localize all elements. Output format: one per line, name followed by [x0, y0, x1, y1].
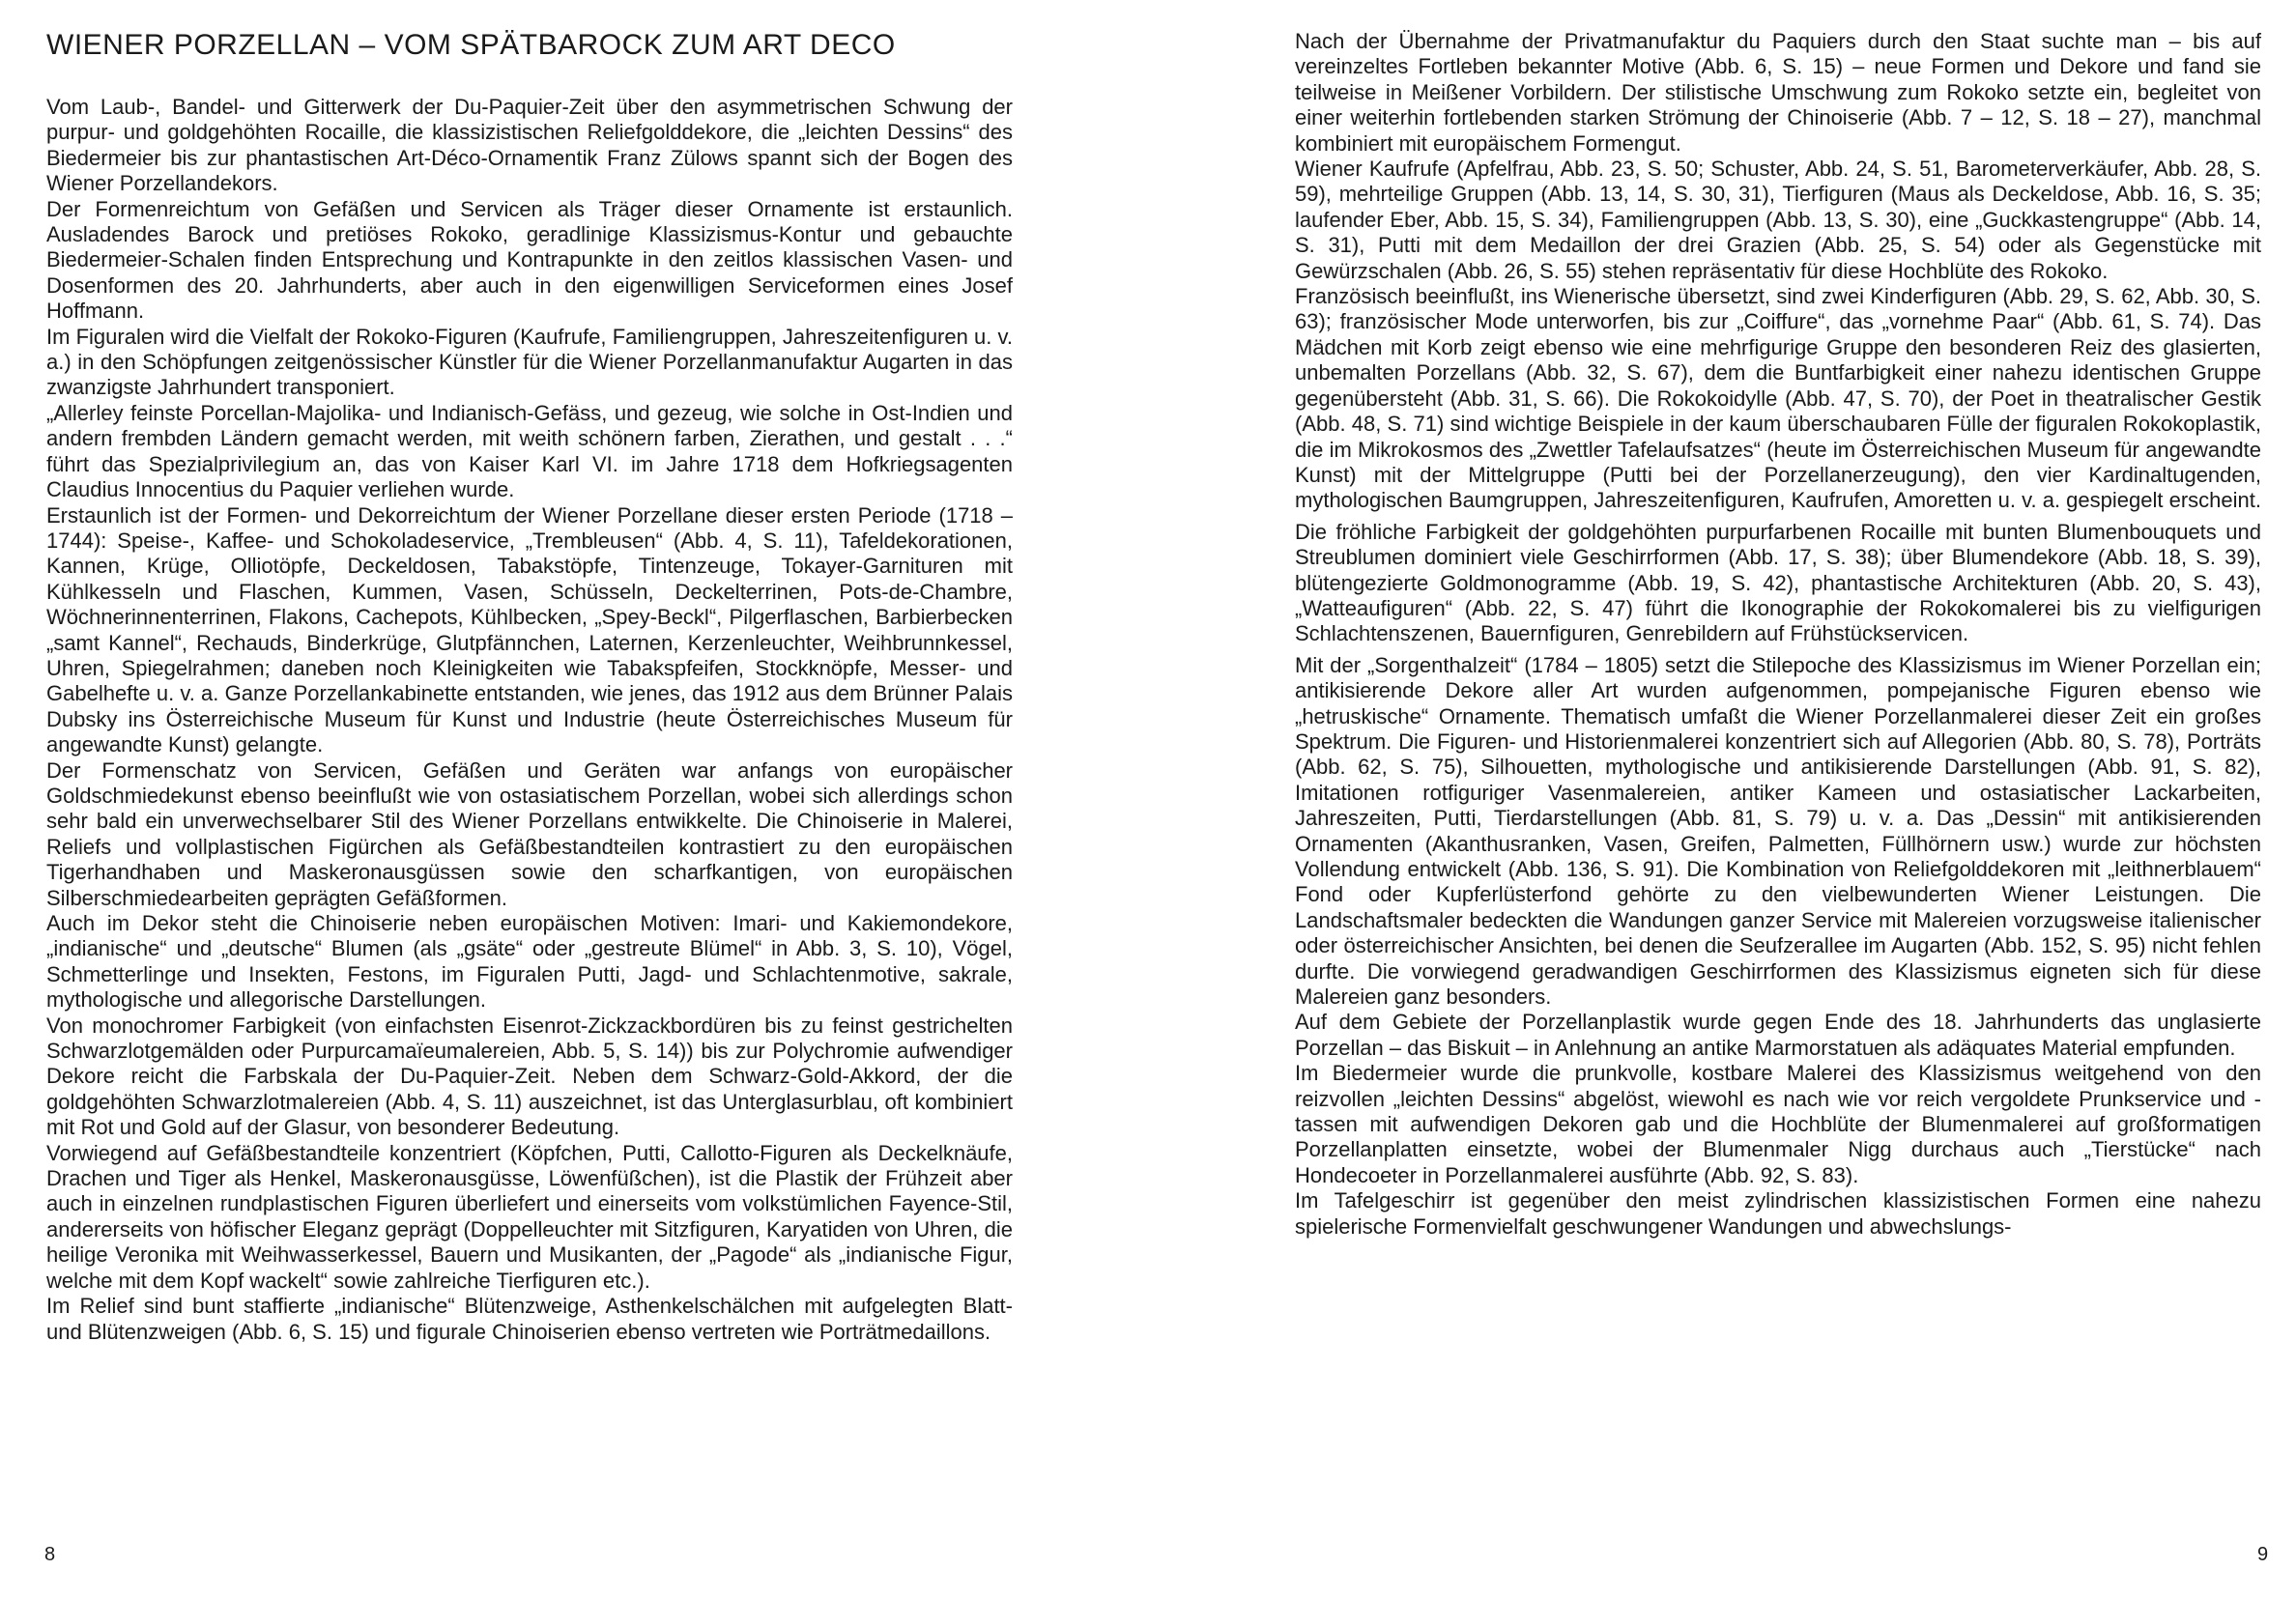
- paragraph: Auch im Dekor steht die Chinoiserie neben europäischen Motiven: Imari- und Kakiemondekore, „indianische“ und „deutsche“ Blumen (als „gsäte“ oder „gestreute Blümel“ in Abb. 3, S. 10), Vögel, Schmetterlinge und Insekten, Festons, im Figuralen Putti, Jagd- und Schlachtenmotive, sakrale, mythologische und allegorische Darstellungen.: [46, 911, 1013, 1013]
- paragraph: Von monochromer Farbigkeit (von einfachsten Eisenrot-Zickzackbordüren bis zu feinst gestrichelten Schwarzlotgemälden oder Purpurcamaïeumalereien, Abb. 5, S. 14)) bis zur Polychromie aufwendiger Dekore reicht die Farbskala der Du-Paquier-Zeit. Neben dem Schwarz-Gold-Akkord, der die goldgehöhten Schwarzlotmalereien (Abb. 4, S. 11) auszeichnet, ist das Unterglasurblau, oft kombiniert mit Rot und Gold auf der Glasur, von besonderer Bedeutung.: [46, 1013, 1013, 1140]
- paragraph: Auf dem Gebiete der Porzellanplastik wurde gegen Ende des 18. Jahrhunderts das unglasierte Porzellan – das Biskuit – in Anlehnung an antike Marmorstatuen als adäquates Material empfunden.: [1295, 1010, 2261, 1060]
- paragraph: Im Relief sind bunt staffierte „indianische“ Blütenzweige, Asthenkelschälchen mit aufgelegten Blatt- und Blütenzweigen (Abb. 6, S. 15) und figurale Chinoiserien ebenso vertreten wie Porträtmedaillons.: [46, 1294, 1013, 1344]
- page-number-left: 8: [44, 1544, 56, 1565]
- left-text-column: [46, 95, 1013, 1345]
- paragraph: Der Formenschatz von Servicen, Gefäßen und Geräten war anfangs von europäischer Goldschmiedekunst ebenso beeinflußt wie von ostasiatischem Porzellan, wobei sich allerdings schon sehr bald ein unverwechselbarer Stil des Wiener Porzellans entwikkelte. Die Chinoiserie in Malerei, Reliefs und vollplastischen Figürchen als Gefäßbestandteilen kontrastiert zu den europäischen Tigerhandhaben und Maskeronausgüssen sowie den scharfkantigen, von europäischen Silberschmiedearbeiten geprägten Gefäßformen.: [46, 757, 1013, 910]
- page-number-right: 9: [2257, 1544, 2269, 1565]
- paragraph: Die fröhliche Farbigkeit der goldgehöhten purpurfarbenen Rocaille mit bunten Blumenbouquets und Streublumen dominiert viele Geschirrformen (Abb. 17, S. 38); über Blumendekore (Abb. 18, S. 39), blütengezierte Goldmonogramme (Abb. 19, S. 42), phantastische Architekturen (Abb. 20, S. 43), „Watteaufiguren“ (Abb. 22, S. 47) führt die Ikonographie der Rokokomalerei bis zu vielfigurigen Schlachtenszenen, Bauernfiguren, Genrebildern auf Frühstückservicen.: [1295, 519, 2261, 646]
- paragraph: Vom Laub-, Bandel- und Gitterwerk der Du-Paquier-Zeit über den asymmetrischen Schwung der purpur- und goldgehöhten Rocaille, die klassizistischen Reliefgolddekore, die „leichten Dessins“ des Biedermeier bis zur phantastischen Art-Déco-Ornamentik Franz Zülows spannt sich der Bogen des Wiener Porzellandekors.: [46, 95, 1013, 196]
- paragraph: Der Formenreichtum von Gefäßen und Servicen als Träger dieser Ornamente ist erstaunlich. Ausladendes Barock und pretiöses Rokoko, geradlinige Klassizismus-Kontur und gebauchte Biedermeier-Schalen finden Entsprechung und Kontrapunkte in den zeitlos klassischen Vasen- und Dosenformen des 20. Jahrhunderts, aber auch in den eigenwilligen Serviceformen eines Josef Hoffmann.: [46, 196, 1013, 324]
- paragraph: Französisch beeinflußt, ins Wienerische übersetzt, sind zwei Kinderfiguren (Abb. 29, S. 62, Abb. 30, S. 63); französischer Mode unterworfen, bis zur „Coiffure“, das „vornehme Paar“ (Abb. 61, S. 74). Das Mädchen mit Korb zeigt ebenso wie eine mehrfigurige Gruppe den besonderen Reiz des glasierten, unbemalten Porzellans (Abb. 32, S. 67), dem die Buntfarbigkeit einer nahezu identischen Gruppe gegenübersteht (Abb. 31, S. 66). Die Rokokoidylle (Abb. 47, S. 70), der Poet in theatralischer Gestik (Abb. 48, S. 71) sind wichtige Beispiele in der kaum überschaubaren Fülle der figuralen Rokokoplastik, die im Mikrokosmos des „Zwettler Tafelaufsatzes“ (heute im Österreichischen Museum für angewandte Kunst) mit der Mittelgruppe (Putti bei der Porzellanerzeugung), den vier Kardinaltugenden, mythologischen Baumgruppen, Jahreszeitenfiguren, Kaufrufen, Amoretten u. v. a. gespiegelt erscheint.: [1295, 284, 2261, 513]
- paragraph: Erstaunlich ist der Formen- und Dekorreichtum der Wiener Porzellane dieser ersten Periode (1718 – 1744): Speise-, Kaffee- und Schokoladeservice, „Trembleusen“ (Abb. 4, S. 11), Tafeldekorationen, Kannen, Krüge, Olliotöpfe, Deckeldosen, Tabakstöpfe, Tintenzeuge, Tokayer-Garnituren mit Kühlkesseln und Flaschen, Kummen, Vasen, Schüsseln, Deckelterrinen, Pots-de-Chambre, Wöchnerinnenterrinen, Flakons, Cachepots, Kühlbecken, „Spey-Beckl“, Pilgerflaschen, Barbierbecken „samt Kannel“, Rechauds, Binderkrüge, Glutpfännchen, Laternen, Kerzenleuchter, Weihbrunnkessel, Uhren, Spiegelrahmen; daneben noch Kleinigkeiten wie Tabakspfeifen, Stockknöpfe, Messer- und Gabelhefte u. v. a. Ganze Porzellankabinette entstanden, wie jenes, das 1912 aus dem Brünner Palais Dubsky ins Österreichische Museum für Kunst und Industrie (heute Österreichisches Museum für angewandte Kunst) gelangte.: [46, 502, 1013, 757]
- paragraph: Vorwiegend auf Gefäßbestandteile konzentriert (Köpfchen, Putti, Callotto-Figuren als Deckelknäufe, Drachen und Tiger als Henkel, Maskeronausgüsse, Löwenfüßchen), ist die Plastik der Frühzeit aber auch in einzelnen rundplastischen Figuren überliefert und einerseits vom volkstümlichen Fayence-Stil, andererseits von höfischer Eleganz geprägt (Doppelleuchter mit Sitzfiguren, Karyatiden von Uhren, die heilige Veronika mit Weihwasserkessel, Bauern und Musikanten, der „Pagode“ als „indianische Figur, welche mit dem Kopf wackelt“ sowie zahlreiche Tierfiguren etc.).: [46, 1140, 1013, 1293]
- article-title: WIENER PORZELLAN – VOM SPÄTBAROCK ZUM ART DECO: [46, 29, 896, 61]
- paragraph: Nach der Übernahme der Privatmanufaktur du Paquiers durch den Staat suchte man – bis auf vereinzeltes Fortleben bekannter Motive (Abb. 6, S. 15) – neue Formen und Dekore und fand sie teilweise in Meißener Vorbildern. Der stilistische Umschwung zum Rokoko setzte ein, begleitet von einer weiterhin fortlebenden starken Strömung der Chinoiserie (Abb. 7 – 12, S. 18 – 27), manchmal kombiniert mit europäischem Formengut.: [1295, 29, 2261, 156]
- paragraph: Mit der „Sorgenthalzeit“ (1784 – 1805) setzt die Stilepoche des Klassizismus im Wiener Porzellan ein; antikisierende Dekore aller Art wurden aufgenommen, pompejanische Figuren ebenso wie „hetruskische“ Ornamente. Thematisch umfaßt die Wiener Porzellanmalerei dieser Zeit ein großes Spektrum. Die Figuren- und Historienmalerei konzentriert sich auf Allegorien (Abb. 80, S. 78), Porträts (Abb. 62, S. 75), Silhouetten, mythologische und antikisierende Darstellungen (Abb. 91, S. 82), Imitationen rotfiguriger Vasenmalereien, antiker Kameen und ostasiatischer Lackarbeiten, Jahreszeiten, Putti, Tierdarstellungen (Abb. 81, S. 79) u. v. a. Das „Dessin“ mit antikisierenden Ornamenten (Akanthusranken, Vasen, Greifen, Palmetten, Füllhörnern usw.) wurde zur höchsten Vollendung entwickelt (Abb. 136, S. 91). Die Kombination von Reliefgolddekoren mit „leithnerblauem“ Fond oder Kupferlüsterfond gehörte zu den vielbewunderten Wiener Leistungen. Die Landschaftsmaler bedeckten die Wandungen ganzer Service mit Malereien vorzugsweise italienischer oder österreichischer Ansichten, bei denen die Seufzerallee im Augarten (Abb. 152, S. 95) nicht fehlen durfte. Die vorwiegend geradwandigen Geschirrformen des Klassizismus eigneten sich für diese Malereien ganz besonders.: [1295, 652, 2261, 1010]
- paragraph: Im Figuralen wird die Vielfalt der Rokoko-Figuren (Kaufrufe, Familiengruppen, Jahreszeitenfiguren u. v. a.) in den Schöpfungen zeitgenössischer Künstler für die Wiener Porzellanmanufaktur Augarten in das zwanzigste Jahrhundert transponiert.: [46, 324, 1013, 400]
- paragraph: Im Biedermeier wurde die prunkvolle, kostbare Malerei des Klassizismus weitgehend von den reizvollen „leichten Dessins“ abgelöst, wiewohl es nach wie vor reich vergoldete Prunkservice und -tassen mit aufwendigen Dekoren gab und die Hochblüte der Blumenmalerei auf großformatigen Porzellanplatten einsetzte, wobei der Blumenmaler Nigg durchaus auch „Tierstücke“ nach Hondecoeter in Porzellanmalerei ausführte (Abb. 92, S. 83).: [1295, 1061, 2261, 1187]
- paragraph: „Allerley feinste Porcellan-Majolika- und Indianisch-Gefäss, und gezeug, wie solche in Ost-Indien und andern frembden Ländern gemacht werden, mit weith schönern farben, Zierathen, und gestalt . . .“ führt das Spezialprivilegium an, das von Kaiser Karl VI. im Jahre 1718 dem Hofkriegsagenten Claudius Innocentius du Paquier verliehen wurde.: [46, 400, 1013, 502]
- right-page: [1148, 0, 2296, 1598]
- paragraph: Im Tafelgeschirr ist gegenüber den meist zylindrischen klassizistischen Formen eine nahezu spielerische Formenvielfalt geschwungener Wandungen und abwechslungs-: [1295, 1188, 2261, 1239]
- paragraph: Wiener Kaufrufe (Apfelfrau, Abb. 23, S. 50; Schuster, Abb. 24, S. 51, Barometerverkäufer, Abb. 28, S. 59), mehrteilige Gruppen (Abb. 13, 14, S. 30, 31), Tierfiguren (Maus als Deckeldose, Abb. 16, S. 35; laufender Eber, Abb. 15, S. 34), Familiengruppen (Abb. 13, S. 30), eine „Guckkastengruppe“ (Abb. 14, S. 31), Putti mit dem Medaillon der drei Grazien (Abb. 25, S. 54) oder als Gegenstücke mit Gewürzschalen (Abb. 26, S. 55) stehen repräsentativ für diese Hochblüte des Rokoko.: [1295, 157, 2261, 283]
- right-text-column: [1295, 29, 2261, 1240]
